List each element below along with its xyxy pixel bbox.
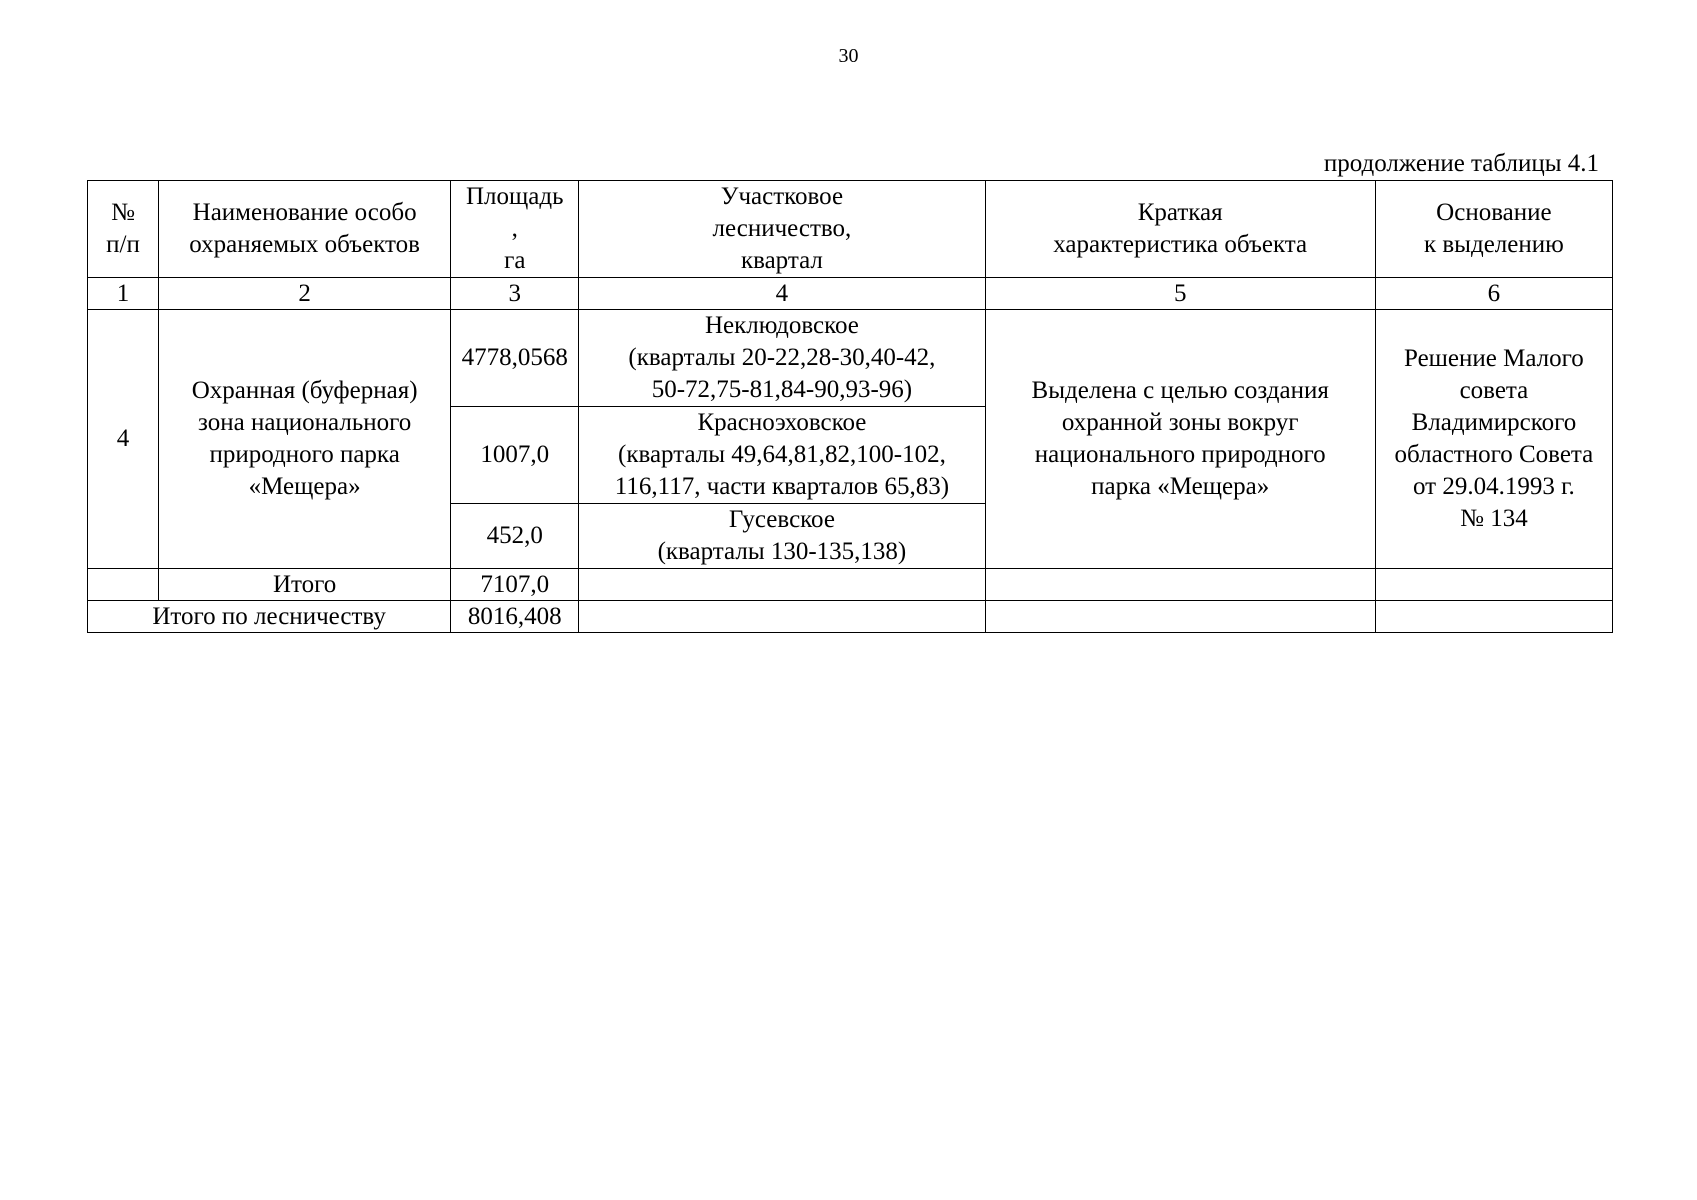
page-number: 30 xyxy=(838,45,859,67)
total-label: Итого xyxy=(159,569,451,601)
total-row xyxy=(88,569,1613,601)
column-number: 6 xyxy=(1375,278,1612,310)
protected-objects-table xyxy=(87,180,1613,633)
header-basis: Основание к выделению xyxy=(1375,181,1612,278)
entry-area-krasnoehovskoe: 1007,0 xyxy=(451,407,579,504)
header-name: Наименование особо охраняемых объектов xyxy=(159,181,451,278)
table-continuation-label: продолжение таблицы 4.1 xyxy=(1323,150,1599,177)
entry-plot-gusevskoe: Гусевское (кварталы 130-135,138) xyxy=(579,504,985,569)
entry-area-gusevskoe: 452,0 xyxy=(451,504,579,569)
empty-cell xyxy=(1375,601,1612,633)
table-header-row xyxy=(88,181,1613,278)
column-number: 1 xyxy=(88,278,159,310)
header-area: Площадь , га xyxy=(451,181,579,278)
empty-cell xyxy=(579,569,985,601)
column-number: 5 xyxy=(985,278,1375,310)
entry-area-neklyudovskoe: 4778,0568 xyxy=(451,310,579,407)
header-number: № п/п xyxy=(88,181,159,278)
column-number: 2 xyxy=(159,278,451,310)
empty-cell xyxy=(88,569,159,601)
empty-cell xyxy=(985,569,1375,601)
column-number: 3 xyxy=(451,278,579,310)
entry-characteristic: Выделена с целью создания охранной зоны вокруг национального природного парка «Мещера» xyxy=(985,310,1375,569)
entry-plot-krasnoehovskoe: Красноэховское (кварталы 49,64,81,82,100-102, 116,117, части кварталов 65,83) xyxy=(579,407,985,504)
header-forestry: Участковое лесничество, квартал xyxy=(579,181,985,278)
total-area: 7107,0 xyxy=(451,569,579,601)
column-number: 4 xyxy=(579,278,985,310)
empty-cell xyxy=(579,601,985,633)
entry-number: 4 xyxy=(88,310,159,569)
entry-basis: Решение Малого совета Владимирского областного Совета от 29.04.1993 г. № 134 xyxy=(1375,310,1612,569)
header-characteristic: Краткая характеристика объекта xyxy=(985,181,1375,278)
column-number-row xyxy=(88,278,1613,310)
grand-total-label: Итого по лесничеству xyxy=(88,601,451,633)
entry-plot-neklyudovskoe: Неклюдовское (кварталы 20-22,28-30,40-42, 50-72,75-81,84-90,93-96) xyxy=(579,310,985,407)
table-row xyxy=(88,310,1613,407)
grand-total-area: 8016,408 xyxy=(451,601,579,633)
entry-name: Охранная (буферная) зона национального природного парка «Мещера» xyxy=(159,310,451,569)
empty-cell xyxy=(985,601,1375,633)
grand-total-row xyxy=(88,601,1613,633)
empty-cell xyxy=(1375,569,1612,601)
